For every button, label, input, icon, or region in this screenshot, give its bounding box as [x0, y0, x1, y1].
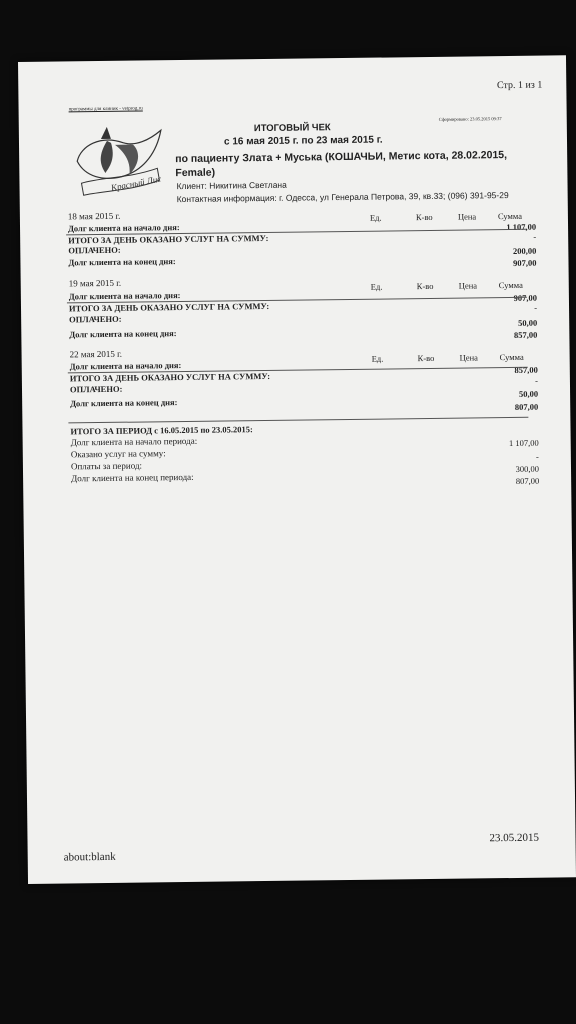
period-debt-start-value: 1 107,00	[508, 437, 539, 449]
col-unit: Ед.	[369, 212, 382, 223]
col-price: Цена	[458, 280, 478, 291]
debt-start-value: 857,00	[514, 364, 538, 375]
client-name: Клиент: Никитина Светлана	[176, 179, 287, 192]
period-services-label: Оказано услуг на сумму:	[70, 448, 166, 460]
debt-start-label: Долг клиента на начало дня:	[69, 360, 182, 372]
paid-label: ОПЛАЧЕНО:	[68, 244, 121, 256]
receipt-title: ИТОГОВЫЙ ЧЕК	[253, 122, 331, 135]
services-label: ИТОГО ЗА ДЕНЬ ОКАЗАНО УСЛУГ НА СУММУ:	[68, 232, 269, 246]
col-unit: Ед.	[371, 353, 384, 364]
col-qty: К-во	[417, 352, 435, 364]
period-debt-start-label: Долг клиента на начало периода:	[70, 435, 198, 448]
patient-info: по пациенту Злата + Муська (КОШАЧЬИ, Метис кота, 28.02.2015, Female)	[175, 149, 508, 180]
debt-start-label: Долг клиента на начало дня:	[68, 290, 181, 302]
divider	[68, 417, 528, 424]
debt-start-label: Долг клиента на начало дня:	[67, 222, 180, 234]
debt-end-label: Долг клиента на конец дня:	[68, 256, 176, 268]
debt-end-value: 807,00	[514, 401, 539, 412]
period-debt-end-value: 807,00	[515, 475, 540, 486]
page-number: Стр. 1 из 1	[496, 79, 543, 92]
services-label: ИТОГО ЗА ДЕНЬ ОКАЗАНО УСЛУГ НА СУММУ:	[69, 370, 271, 384]
period-services-value: -	[535, 451, 539, 462]
debt-end-label: Долг клиента на конец дня:	[70, 397, 178, 409]
services-label: ИТОГО ЗА ДЕНЬ ОКАЗАНО УСЛУГ НА СУММУ:	[68, 300, 270, 314]
col-qty: К-во	[416, 280, 434, 292]
paid-value: 50,00	[518, 388, 539, 399]
period-debt-end-label: Долг клиента на конец периода:	[71, 471, 194, 484]
col-sum: Сумма	[499, 351, 524, 363]
receipt-page	[18, 55, 576, 884]
paid-label: ОПЛАЧЕНО:	[69, 383, 123, 395]
col-sum: Сумма	[497, 210, 523, 222]
contact-info: Контактная информация: г. Одесса, ул Генерала Петрова, 39, кв.33; (096) 391-95-29	[176, 190, 509, 205]
debt-end-label: Долг клиента на конец дня:	[69, 328, 177, 340]
debt-end-value: 857,00	[513, 329, 538, 340]
debt-start-value: 1 107,00	[506, 221, 537, 233]
col-price: Цена	[459, 352, 478, 363]
paid-value: 50,00	[518, 317, 538, 328]
fox-logo	[71, 120, 168, 201]
day-date: 19 мая 2015 г.	[68, 277, 122, 289]
debt-end-value: 907,00	[513, 257, 537, 268]
period-payments-label: Оплаты за период:	[70, 460, 143, 472]
col-qty: К-во	[415, 211, 433, 223]
paid-label: ОПЛАЧЕНО:	[69, 313, 122, 325]
period-total-heading: ИТОГО ЗА ПЕРИОД с 16.05.2015 по 23.05.2015:	[70, 424, 253, 437]
logo-text: Красный Лис	[110, 173, 162, 193]
receipt-period: с 16 мая 2015 г. по 23 мая 2015 г.	[223, 134, 383, 148]
col-price: Цена	[457, 211, 477, 222]
services-value: -	[533, 231, 537, 242]
formed-date: Сформировано: 23.05.2015 09:37	[438, 116, 502, 122]
day-date: 22 мая 2015 г.	[69, 348, 123, 360]
paid-value: 200,00	[512, 245, 537, 256]
services-value: -	[534, 302, 538, 313]
col-sum: Сумма	[498, 279, 523, 291]
col-unit: Ед.	[370, 281, 383, 292]
day-date: 18 мая 2015 г.	[67, 210, 121, 222]
debt-start-value: 907,00	[513, 292, 537, 303]
period-payments-value: 300,00	[515, 463, 540, 474]
program-link[interactable]: программы для клиник - vetprog.ru	[68, 106, 143, 113]
services-value: -	[535, 375, 538, 386]
footer-date: 23.05.2015	[489, 831, 540, 845]
footer-url: about:blank	[63, 850, 116, 864]
